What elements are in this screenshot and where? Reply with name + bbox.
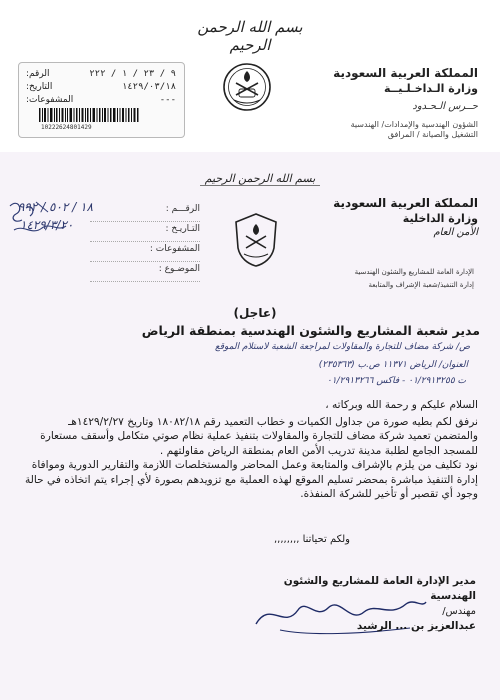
public-security-emblem-icon	[232, 212, 280, 268]
kingdom-name: المملكة العربية السعودية	[333, 66, 478, 80]
engineering-affairs-line: الشؤون الهندسية والإمدادات/ الهندسية	[350, 120, 478, 129]
letter-date-label: التـاريـخ :	[90, 224, 200, 242]
engineer-prefix: مهندس/	[442, 606, 476, 617]
basmala-calligraphy: بسم الله الرحمن الرحيم	[197, 18, 303, 54]
ref-date-label: التاريخ:	[26, 82, 53, 92]
ref-date-row	[26, 82, 176, 92]
reference-box	[18, 62, 185, 138]
ref-number-row	[26, 69, 176, 79]
top-letterhead-title-block	[308, 66, 478, 139]
body-paragraph-2: نود تكليف من يلزم بالإشراف والمتابعة وعمل المحاضر والمستخلصات اللازمة والتقارير الدورية وموافاة إدارة التنفيذ مباشرة بمحضر تسليم الموقع لهذه العملية مع تزويدهم بصورة لأي إجراء يتم اتخاذه في حالة وجود أي تقصير أو تأخير للشركة المنفذة.	[24, 459, 478, 500]
barcode-graphic	[39, 108, 139, 122]
ref-attachments-row	[26, 95, 176, 105]
department-line-1: الإدارة العامة للمشاريع والشئون الهندسية	[354, 268, 474, 276]
letter-attachments-label: المشفوعات :	[90, 244, 200, 262]
ref-attachments-value: ---	[159, 95, 176, 105]
letter-body	[23, 398, 478, 502]
ministry-name: وزارة الـداخـلـيــة	[384, 82, 478, 95]
letter-subject-label: الموضـوع :	[90, 264, 200, 282]
letter-title-block	[328, 196, 478, 238]
letter-meta-block	[18, 200, 200, 284]
ref-number-label: الرقم:	[26, 69, 50, 79]
urgent-label: (عاجل)	[233, 306, 277, 320]
signatory-name: عبدالعزيز بن ... الرشيد	[356, 620, 476, 632]
border-guard-emblem-icon	[222, 62, 272, 112]
letter-number-label: الرقـــم :	[90, 204, 200, 222]
barcode-number: 10222624801429	[41, 124, 92, 131]
kingdom-name: المملكة العربية السعودية	[333, 196, 478, 210]
department-lines	[324, 266, 474, 292]
handwritten-phones: ت ٠١/٢٩١٣٢٥٥ - فاكس ٠١/٢٩١٣٢٦٦	[326, 376, 466, 386]
greeting: السلام عليكم و رحمة الله وبركاته ،	[325, 399, 478, 411]
handwritten-address: العنوان/ الرياض ١١٣٧١ ص.ب (٢٣٥٣٦٣)	[318, 360, 468, 370]
department-line-2: إدارة التنفيذ/شعبة الإشراف والمتابعة	[368, 281, 474, 289]
handwritten-date: ١٤٢٩/٣/٢٠	[20, 218, 74, 232]
partial-department-line: التشغيل والصيانة / المرافق	[387, 130, 478, 139]
border-guard-name: حــرس الـحـدود	[412, 101, 478, 112]
signatory-title: مدير الإدارة العامة للمشاريع والشئون الهندسية	[283, 575, 476, 602]
ref-attachments-label: المشفوعات:	[26, 95, 74, 105]
ministry-name: وزارة الداخلية	[402, 212, 478, 225]
top-letterhead	[0, 0, 500, 150]
signature-block	[256, 574, 476, 634]
closing-line: ولكم تحياتنا ,,,,,,,,	[274, 534, 350, 545]
ref-number-value: ٩ / ٢٣ / ١ / ٢٢٢	[89, 69, 176, 79]
basmala-calligraphy: بسم الله الرحمن الرحيم	[200, 172, 320, 186]
handwritten-attention-note: ص/ شركة مضاف للتجارة والمقاولات لمراجعة الشعبة لاستلام الموقع	[214, 342, 470, 352]
body-paragraph-1: نرفق لكم بطيه صورة من جداول الكميات و خطاب التعميد رقم ١٨٠٨٢/١٨ وتاريخ ١٤٢٩/٢/٢٧هـ والمتضمن تعميد شركة مضاف للتجارة والمقاولات بتنفيذ عملية نظام صوتي متكامل وأسقف مستعارة للمسجد الجامع لطلبة مدينة تدريب الأمن العام بمنطقة الرياض مقاولتهم .	[40, 415, 478, 457]
ref-date-value: ١٤٢٩/٠٣/١٨	[121, 82, 176, 92]
letter-sheet	[0, 152, 500, 700]
handwritten-number: ١٨ / ٥٠٢ / ٩٩٢	[18, 200, 93, 214]
letter-addressee-title: مدير شعبة المشاريع والشئون الهندسية بمنطقة الرياض	[141, 323, 480, 338]
public-security-name: الأمن العام	[433, 227, 478, 238]
